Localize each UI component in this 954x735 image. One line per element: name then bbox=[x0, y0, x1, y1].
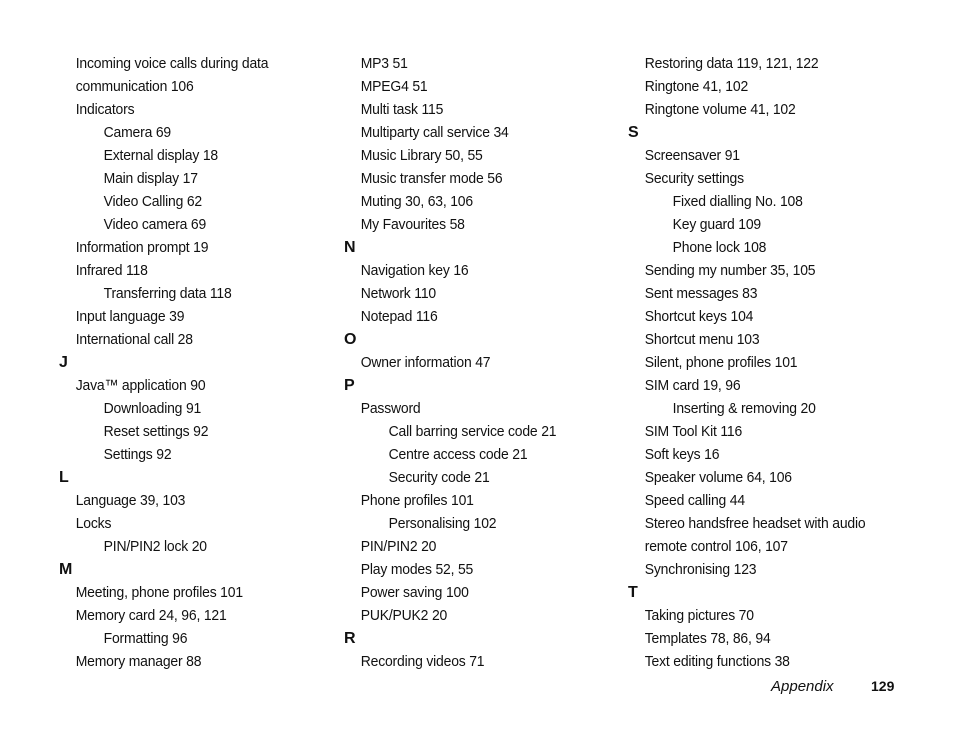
index-letter-heading: L bbox=[59, 469, 69, 486]
index-entry: Owner information 47 bbox=[360, 354, 491, 371]
index-column-1 bbox=[59, 52, 329, 673]
index-subentry: Centre access code 21 bbox=[388, 446, 528, 463]
index-subentry: Formatting 96 bbox=[103, 630, 188, 647]
index-entry: Password bbox=[360, 400, 421, 417]
index-entry: Shortcut menu 103 bbox=[644, 331, 760, 348]
index-entry: Memory manager 88 bbox=[75, 653, 202, 670]
index-subentry: Security code 21 bbox=[388, 469, 490, 486]
index-entry: Ringtone volume 41, 102 bbox=[644, 101, 796, 118]
index-letter-heading: T bbox=[628, 584, 638, 601]
index-column-2 bbox=[344, 52, 614, 673]
index-entry: Meeting, phone profiles 101 bbox=[75, 584, 243, 601]
index-entry: Multi task 115 bbox=[360, 101, 444, 118]
index-entry: Speed calling 44 bbox=[644, 492, 745, 509]
index-entry: Memory card 24, 96, 121 bbox=[75, 607, 227, 624]
index-entry: SIM card 19, 96 bbox=[644, 377, 741, 394]
index-entry: Java™ application 90 bbox=[75, 377, 206, 394]
index-entry: Information prompt 19 bbox=[75, 239, 209, 256]
index-entry: Input language 39 bbox=[75, 308, 185, 325]
index-letter-heading: J bbox=[59, 354, 68, 371]
index-subentry: Main display 17 bbox=[103, 170, 198, 187]
index-entry: Soft keys 16 bbox=[644, 446, 720, 463]
index-entry: International call 28 bbox=[75, 331, 193, 348]
index-entry: communication 106 bbox=[75, 78, 194, 95]
index-subentry: Personalising 102 bbox=[388, 515, 497, 532]
index-subentry: Transferring data 118 bbox=[103, 285, 232, 302]
index-entry: SIM Tool Kit 116 bbox=[644, 423, 743, 440]
index-entry: Navigation key 16 bbox=[360, 262, 469, 279]
index-subentry: Downloading 91 bbox=[103, 400, 202, 417]
index-entry: Stereo handsfree headset with audio bbox=[644, 515, 866, 532]
index-subentry: Call barring service code 21 bbox=[388, 423, 557, 440]
index-letter-heading: O bbox=[344, 331, 357, 348]
index-entry: Templates 78, 86, 94 bbox=[644, 630, 771, 647]
index-entry: Infrared 118 bbox=[75, 262, 148, 279]
index-entry: Silent, phone profiles 101 bbox=[644, 354, 798, 371]
index-entry: PUK/PUK2 20 bbox=[360, 607, 448, 624]
index-entry: Shortcut keys 104 bbox=[644, 308, 754, 325]
index-entry: My Favourites 58 bbox=[360, 216, 465, 233]
index-letter-heading: R bbox=[344, 630, 356, 647]
index-entry: Screensaver 91 bbox=[644, 147, 740, 164]
index-entry: Indicators bbox=[75, 101, 135, 118]
index-entry: Play modes 52, 55 bbox=[360, 561, 474, 578]
index-entry: Recording videos 71 bbox=[360, 653, 485, 670]
index-subentry: Video Calling 62 bbox=[103, 193, 203, 210]
index-entry: Synchronising 123 bbox=[644, 561, 757, 578]
index-subentry: Reset settings 92 bbox=[103, 423, 209, 440]
index-subentry: PIN/PIN2 lock 20 bbox=[103, 538, 207, 555]
index-letter-heading: M bbox=[59, 561, 73, 578]
index-entry: Incoming voice calls during data bbox=[75, 55, 269, 72]
index-entry: PIN/PIN2 20 bbox=[360, 538, 437, 555]
index-subentry: Camera 69 bbox=[103, 124, 171, 141]
index-subentry: Key guard 109 bbox=[672, 216, 761, 233]
index-entry: MP3 51 bbox=[360, 55, 408, 72]
index-entry: Taking pictures 70 bbox=[644, 607, 754, 624]
index-subentry: Fixed dialling No. 108 bbox=[672, 193, 803, 210]
index-subentry: Phone lock 108 bbox=[672, 239, 767, 256]
index-entry: Music Library 50, 55 bbox=[360, 147, 483, 164]
index-entry: Language 39, 103 bbox=[75, 492, 186, 509]
index-entry: Notepad 116 bbox=[360, 308, 438, 325]
index-entry: Restoring data 119, 121, 122 bbox=[644, 55, 819, 72]
index-entry: Sending my number 35, 105 bbox=[644, 262, 816, 279]
index-entry: Phone profiles 101 bbox=[360, 492, 474, 509]
index-subentry: Settings 92 bbox=[103, 446, 172, 463]
footer-section-title: Appendix bbox=[771, 678, 834, 695]
index-entry: Speaker volume 64, 106 bbox=[644, 469, 792, 486]
index-entry: Locks bbox=[75, 515, 112, 532]
index-entry: Sent messages 83 bbox=[644, 285, 758, 302]
index-entry: Security settings bbox=[644, 170, 744, 187]
index-subentry: External display 18 bbox=[103, 147, 218, 164]
index-entry: Muting 30, 63, 106 bbox=[360, 193, 473, 210]
index-entry: Power saving 100 bbox=[360, 584, 469, 601]
index-entry: Multiparty call service 34 bbox=[360, 124, 509, 141]
index-entry: remote control 106, 107 bbox=[644, 538, 788, 555]
index-letter-heading: N bbox=[344, 239, 356, 256]
index-column-3 bbox=[628, 52, 898, 673]
index-entry: MPEG4 51 bbox=[360, 78, 428, 95]
page-number: 129 bbox=[871, 678, 895, 694]
index-entry: Ringtone 41, 102 bbox=[644, 78, 749, 95]
index-letter-heading: S bbox=[628, 124, 639, 141]
index-letter-heading: P bbox=[344, 377, 355, 394]
index-subentry: Inserting & removing 20 bbox=[672, 400, 816, 417]
index-subentry: Video camera 69 bbox=[103, 216, 207, 233]
index-entry: Network 110 bbox=[360, 285, 436, 302]
index-entry: Text editing functions 38 bbox=[644, 653, 790, 670]
index-entry: Music transfer mode 56 bbox=[360, 170, 503, 187]
